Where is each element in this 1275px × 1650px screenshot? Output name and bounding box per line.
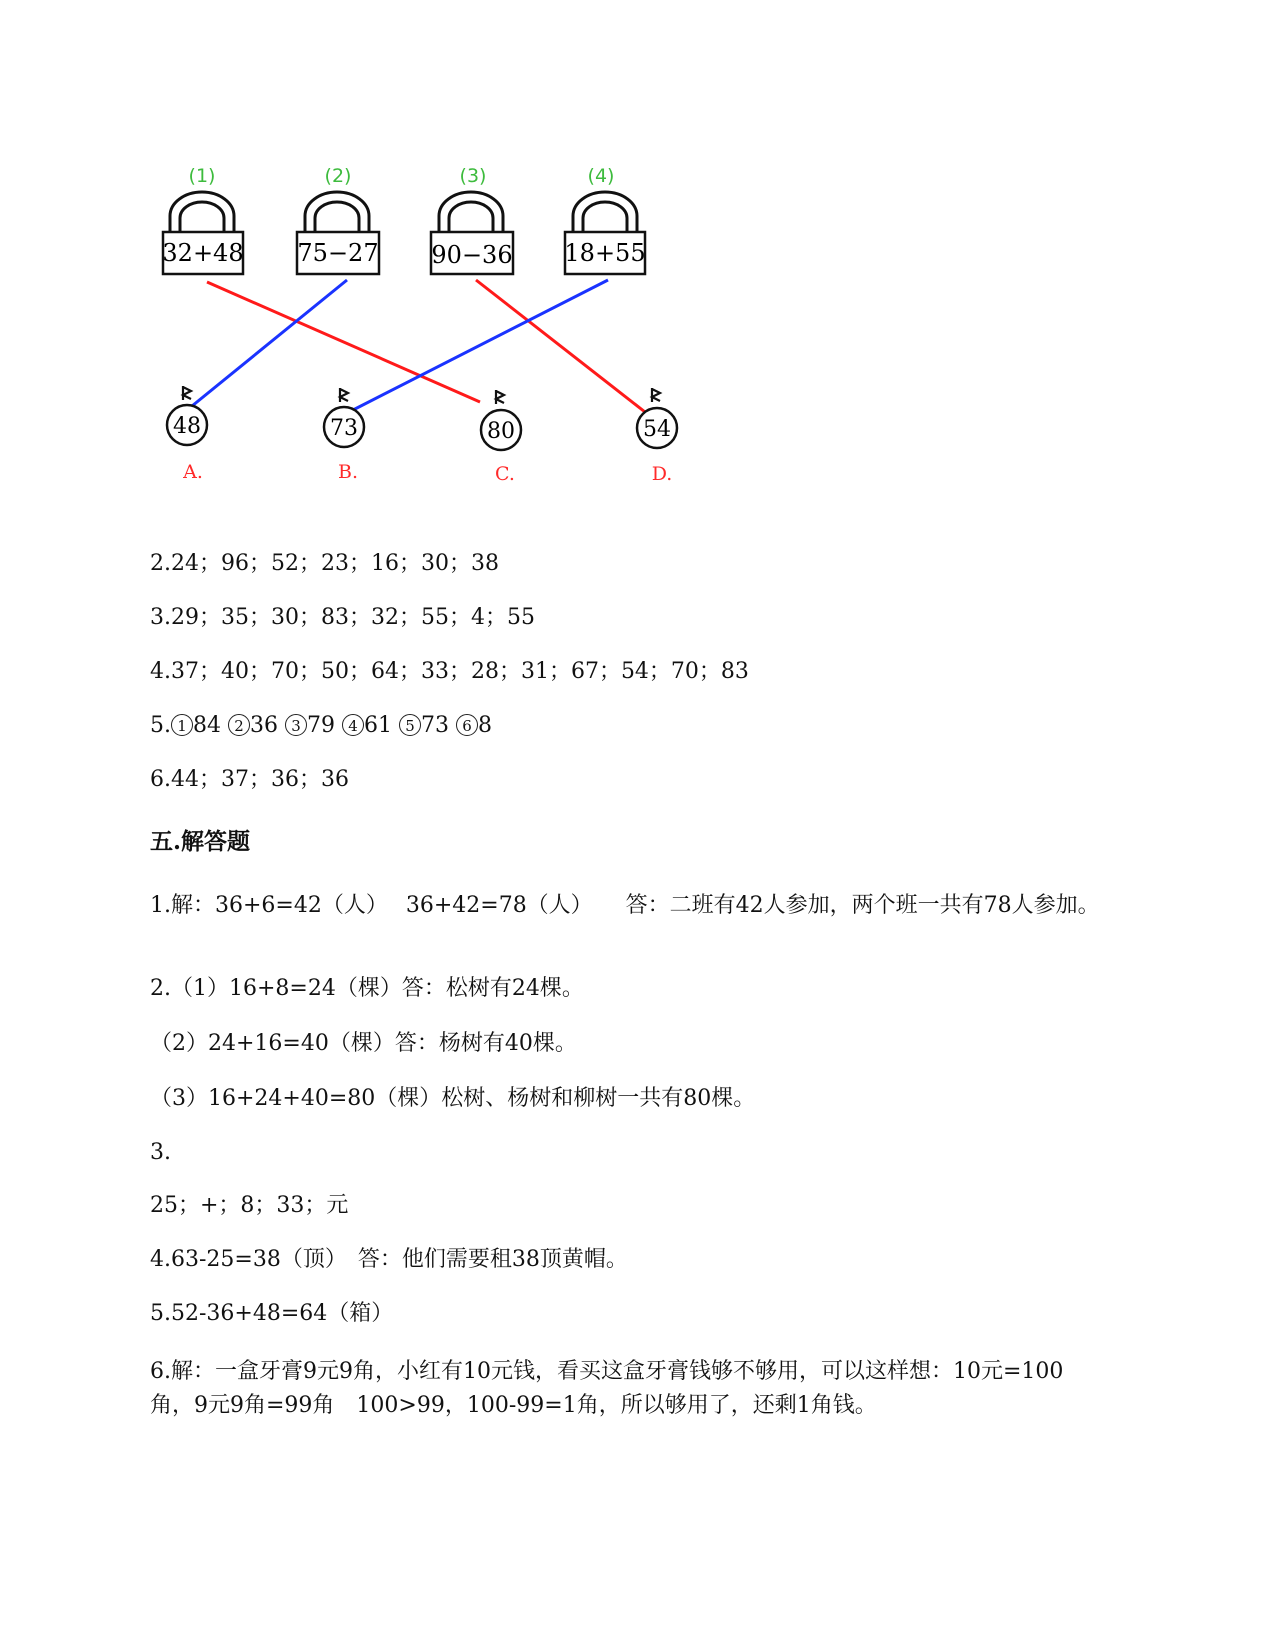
solution-2-part-2: （2）24+16=40（棵）答：杨树有40棵。	[150, 1031, 577, 1056]
circled-number-1: 1	[171, 714, 193, 736]
lock-2-number: (2)	[324, 165, 352, 187]
answer-5-item-2: 36	[250, 713, 278, 738]
line-lock3-to-keyD	[476, 280, 645, 412]
solution-1: 1.解：36+6=42（人） 36+42=78（人） 答：二班有42人参加，两个班一共有78人参加。	[150, 893, 1100, 918]
section-title: 五.解答题	[150, 828, 251, 855]
circled-number-3: 3	[285, 714, 307, 736]
lock-2-expression: 75−27	[297, 239, 379, 267]
lock-3-number: (3)	[459, 165, 487, 187]
key-B	[324, 388, 364, 483]
line-lock4-to-keyB	[353, 280, 608, 410]
key-C-letter: C.	[495, 463, 515, 485]
answer-6: 6.44；37；36；36	[150, 767, 349, 792]
key-B-letter: B.	[337, 461, 359, 483]
circled-number-4: 4	[342, 714, 364, 736]
solution-6: 6.解：一盒牙膏9元9角，小红有10元钱，看买这盒牙膏钱够不够用，可以这样想：10元=100角，9元9角=99角 100>99，100-99=1角，所以够用了，还剩1角钱。	[150, 1359, 1064, 1418]
answer-3: 3.29；35；30；83；32；55；4；55	[150, 605, 535, 630]
lock-4-number: (4)	[587, 165, 615, 187]
lock-key-matching-diagram	[150, 150, 730, 510]
lock-3	[431, 165, 513, 274]
solution-4: 4.63-25=38（顶） 答：他们需要租38顶黄帽。	[150, 1247, 628, 1272]
key-A-value: 48	[173, 414, 201, 439]
lock-1	[162, 165, 243, 274]
answer-5-item-5: 73	[421, 713, 449, 738]
lock-1-number: (1)	[188, 165, 216, 187]
solution-3-blanks: 25；+；8；33；元	[150, 1193, 349, 1218]
key-D	[637, 388, 677, 485]
lock-3-expression: 90−36	[431, 241, 513, 269]
lock-1-shackle	[170, 192, 234, 232]
circled-number-5: 5	[399, 714, 421, 736]
circled-number-2: 2	[228, 714, 250, 736]
answer-4: 4.37；40；70；50；64；33；28；31；67；54；70；83	[150, 659, 749, 684]
lock-2-shackle	[305, 192, 369, 232]
answer-5-prefix: 5.	[150, 713, 171, 738]
key-A-letter: A.	[183, 461, 203, 483]
lock-4-shackle	[573, 192, 637, 232]
solution-5: 5.52-36+48=64（箱）	[150, 1301, 394, 1326]
key-D-letter: D.	[651, 463, 673, 485]
key-C-flag-icon	[496, 390, 504, 404]
lock-1-expression: 32+48	[162, 239, 244, 267]
key-C	[481, 390, 521, 485]
lock-3-shackle	[439, 192, 503, 232]
answer-5-item-4: 61	[364, 713, 392, 738]
answer-5-item-1: 84	[193, 713, 221, 738]
answer-5-item-6: 8	[478, 713, 492, 738]
key-B-flag-icon	[340, 388, 348, 402]
answer-2: 2.24；96；52；23；16；30；38	[150, 551, 499, 576]
lock-4-expression: 18+55	[564, 239, 646, 267]
solution-2-part-3: （3）16+24+40=80（棵）松树、杨树和柳树一共有80棵。	[150, 1086, 756, 1111]
circled-number-6: 6	[456, 714, 478, 736]
line-lock2-to-keyA	[192, 280, 347, 406]
key-B-value: 73	[330, 416, 358, 441]
key-D-value: 54	[643, 417, 671, 442]
solution-3: 3.	[150, 1140, 171, 1165]
answer-5-item-3: 79	[307, 713, 335, 738]
answer-5	[150, 711, 492, 741]
key-D-flag-icon	[652, 388, 660, 402]
key-C-value: 80	[487, 419, 515, 444]
line-lock1-to-keyC	[207, 282, 480, 402]
lock-2	[297, 165, 379, 274]
key-A-flag-icon	[183, 386, 191, 400]
solution-2-part-1: 2.（1）16+8=24（棵）答：松树有24棵。	[150, 976, 584, 1001]
lock-4	[564, 165, 645, 274]
